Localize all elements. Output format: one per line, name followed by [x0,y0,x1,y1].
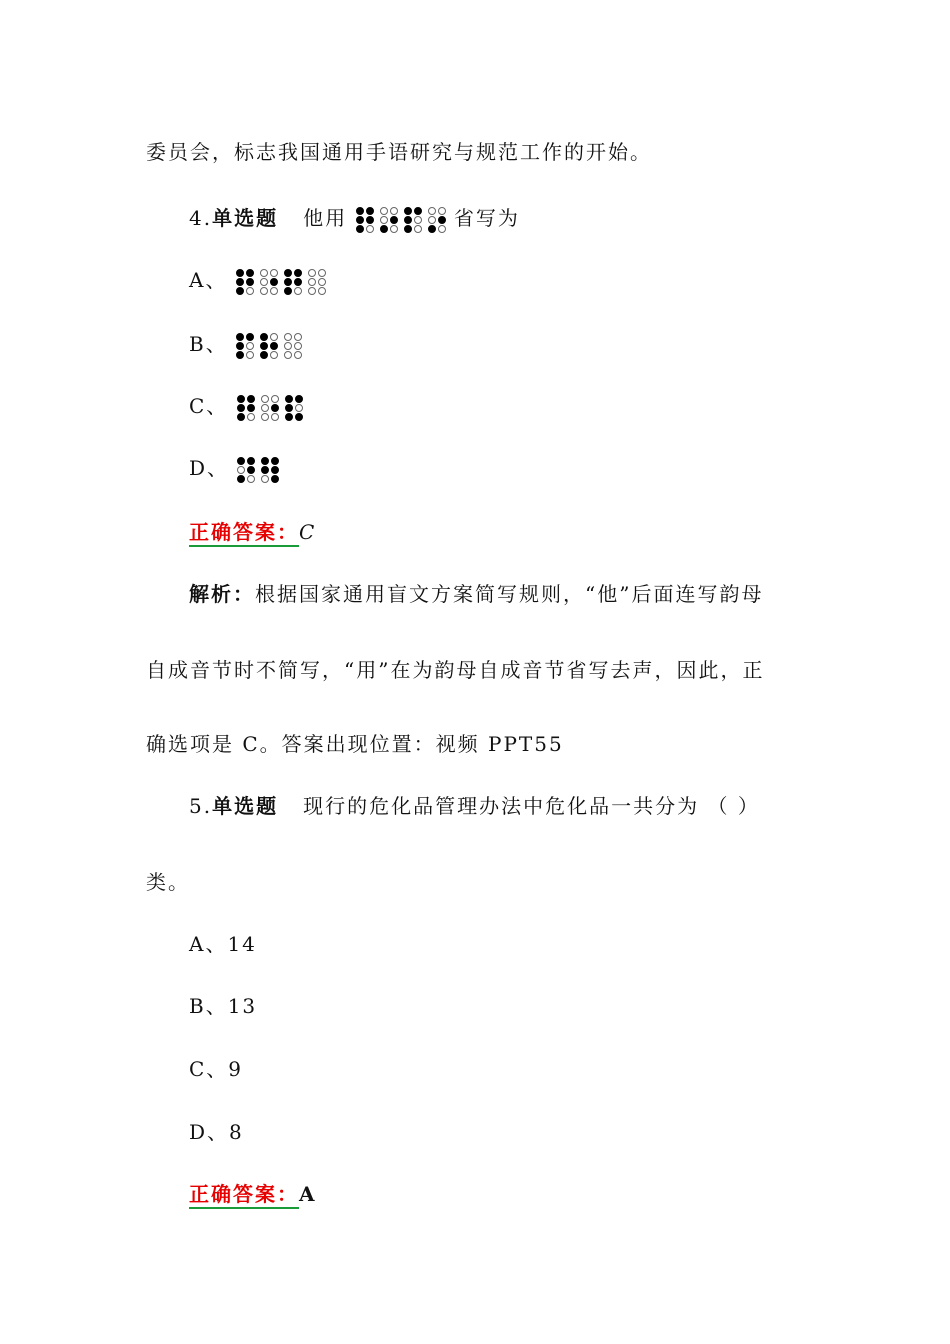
stem-text: 省写为 [453,206,520,230]
braille-dot [261,457,269,465]
braille-dot [270,269,278,277]
braille-dot [366,207,374,215]
braille-cell [380,207,398,233]
braille-dot [261,413,269,421]
option-label: C、 [189,394,229,418]
braille-dot [271,395,279,403]
option-label: B、 [189,332,228,356]
braille-dot [246,351,254,359]
braille-dot [308,287,316,295]
text-line: 委员会，标志我国通用手语研究与规范工作的开始。 [146,140,652,164]
braille-dot [260,269,268,277]
braille-dot [271,466,279,474]
braille-cell [236,269,254,295]
braille-symbol [237,395,303,421]
braille-dot [414,225,422,233]
braille-dot [260,342,268,350]
answer-value: A [299,1182,317,1206]
answer-row [189,1180,317,1208]
braille-dot [246,287,254,295]
braille-dot [271,413,279,421]
stem-text: 现行的危化品管理办法中危化品一共分为 （ ） [303,794,760,818]
braille-dot [271,457,279,465]
answer-label: 正确答案： [189,1182,299,1209]
braille-dot [270,351,278,359]
braille-dot [237,395,245,403]
braille-dot [270,333,278,341]
braille-cell [260,269,278,295]
braille-dot [294,351,302,359]
braille-dot [414,207,422,215]
answer-label: 正确答案： [189,520,299,547]
braille-dot [366,216,374,224]
braille-dot [380,207,388,215]
braille-dot [270,278,278,286]
braille-cell [284,269,302,295]
option-c [189,392,303,421]
braille-dot [237,466,245,474]
braille-dot [236,333,244,341]
braille-dot [237,475,245,483]
braille-cell [284,333,302,359]
question-number: 5. [189,794,213,818]
braille-dot [271,475,279,483]
stem-text: 类。 [146,870,190,894]
stem-text: 他用 [303,206,348,230]
braille-symbol [236,269,326,295]
braille-dot [318,287,326,295]
braille-dot [318,269,326,277]
braille-dot [295,395,303,403]
braille-dot [294,333,302,341]
question-5-stem [189,792,760,820]
braille-dot [284,269,292,277]
braille-dot [247,404,255,412]
braille-dot [284,351,292,359]
braille-dot [284,342,292,350]
braille-dot [284,278,292,286]
braille-dot [438,216,446,224]
braille-dot [428,225,436,233]
option-b: B、13 [189,994,258,1018]
braille-dot [390,207,398,215]
braille-dot [270,342,278,350]
braille-dot [246,333,254,341]
braille-dot [246,269,254,277]
analysis-text: 根据国家通用盲文方案简写规则，“他”后面连写韵母 [255,582,764,606]
braille-cell [261,395,279,421]
braille-cell [308,269,326,295]
braille-dot [285,395,293,403]
braille-dot [260,278,268,286]
braille-dot [285,413,293,421]
braille-cell [236,333,254,359]
braille-dot [247,466,255,474]
braille-dot [246,278,254,286]
braille-dot [261,475,269,483]
braille-cell [261,457,279,483]
analysis-line: 自成音节时不简写，“用”在为韵母自成音节省写去声，因此，正 [146,658,765,682]
braille-dot [247,413,255,421]
braille-dot [284,333,292,341]
braille-dot [356,216,364,224]
braille-dot [428,207,436,215]
braille-cell [260,333,278,359]
braille-dot [270,287,278,295]
braille-dot [438,207,446,215]
braille-dot [236,287,244,295]
analysis-line: 确选项是 C。答案出现位置：视频 PPT55 [146,732,564,756]
braille-dot [260,333,268,341]
braille-cell [237,457,255,483]
analysis-label: 解析： [189,582,255,606]
option-a [189,266,326,295]
braille-dot [356,225,364,233]
braille-dot [260,287,268,295]
braille-dot [236,351,244,359]
braille-dot [380,225,388,233]
braille-dot [294,269,302,277]
braille-dot [356,207,364,215]
braille-symbol [356,207,446,233]
braille-dot [380,216,388,224]
braille-cell [356,207,374,233]
answer-row [189,518,316,546]
braille-symbol [236,333,302,359]
braille-dot [295,404,303,412]
braille-dot [404,225,412,233]
braille-dot [308,278,316,286]
option-b [189,330,302,359]
braille-dot [236,269,244,277]
analysis-line [189,580,763,608]
braille-symbol [237,457,279,483]
braille-dot [414,216,422,224]
braille-cell [285,395,303,421]
braille-dot [260,351,268,359]
braille-cell [428,207,446,233]
braille-dot [438,225,446,233]
braille-dot [236,278,244,286]
option-d: D、8 [189,1120,244,1144]
braille-dot [285,404,293,412]
braille-dot [261,466,269,474]
option-label: D、 [189,456,230,480]
braille-dot [261,395,269,403]
braille-dot [390,216,398,224]
braille-dot [404,207,412,215]
braille-dot [247,457,255,465]
braille-dot [294,278,302,286]
braille-cell [404,207,422,233]
option-c: C、9 [189,1057,244,1081]
braille-dot [318,278,326,286]
question-4-stem [189,204,520,233]
question-type: 单选题 [212,794,279,818]
braille-dot [247,475,255,483]
braille-dot [236,342,244,350]
answer-value: C [299,520,317,544]
braille-dot [237,413,245,421]
braille-dot [247,395,255,403]
braille-dot [428,216,436,224]
braille-dot [294,287,302,295]
option-d [189,454,279,483]
braille-dot [366,225,374,233]
braille-dot [246,342,254,350]
braille-cell [237,395,255,421]
braille-dot [404,216,412,224]
braille-dot [390,225,398,233]
braille-dot [295,413,303,421]
option-label: A、 [189,268,228,292]
braille-dot [284,287,292,295]
braille-dot [308,269,316,277]
braille-dot [261,404,269,412]
braille-dot [294,342,302,350]
braille-dot [237,404,245,412]
question-type: 单选题 [212,206,279,230]
braille-dot [237,457,245,465]
braille-dot [271,404,279,412]
option-a: A、14 [189,932,257,956]
question-number: 4. [189,206,213,230]
